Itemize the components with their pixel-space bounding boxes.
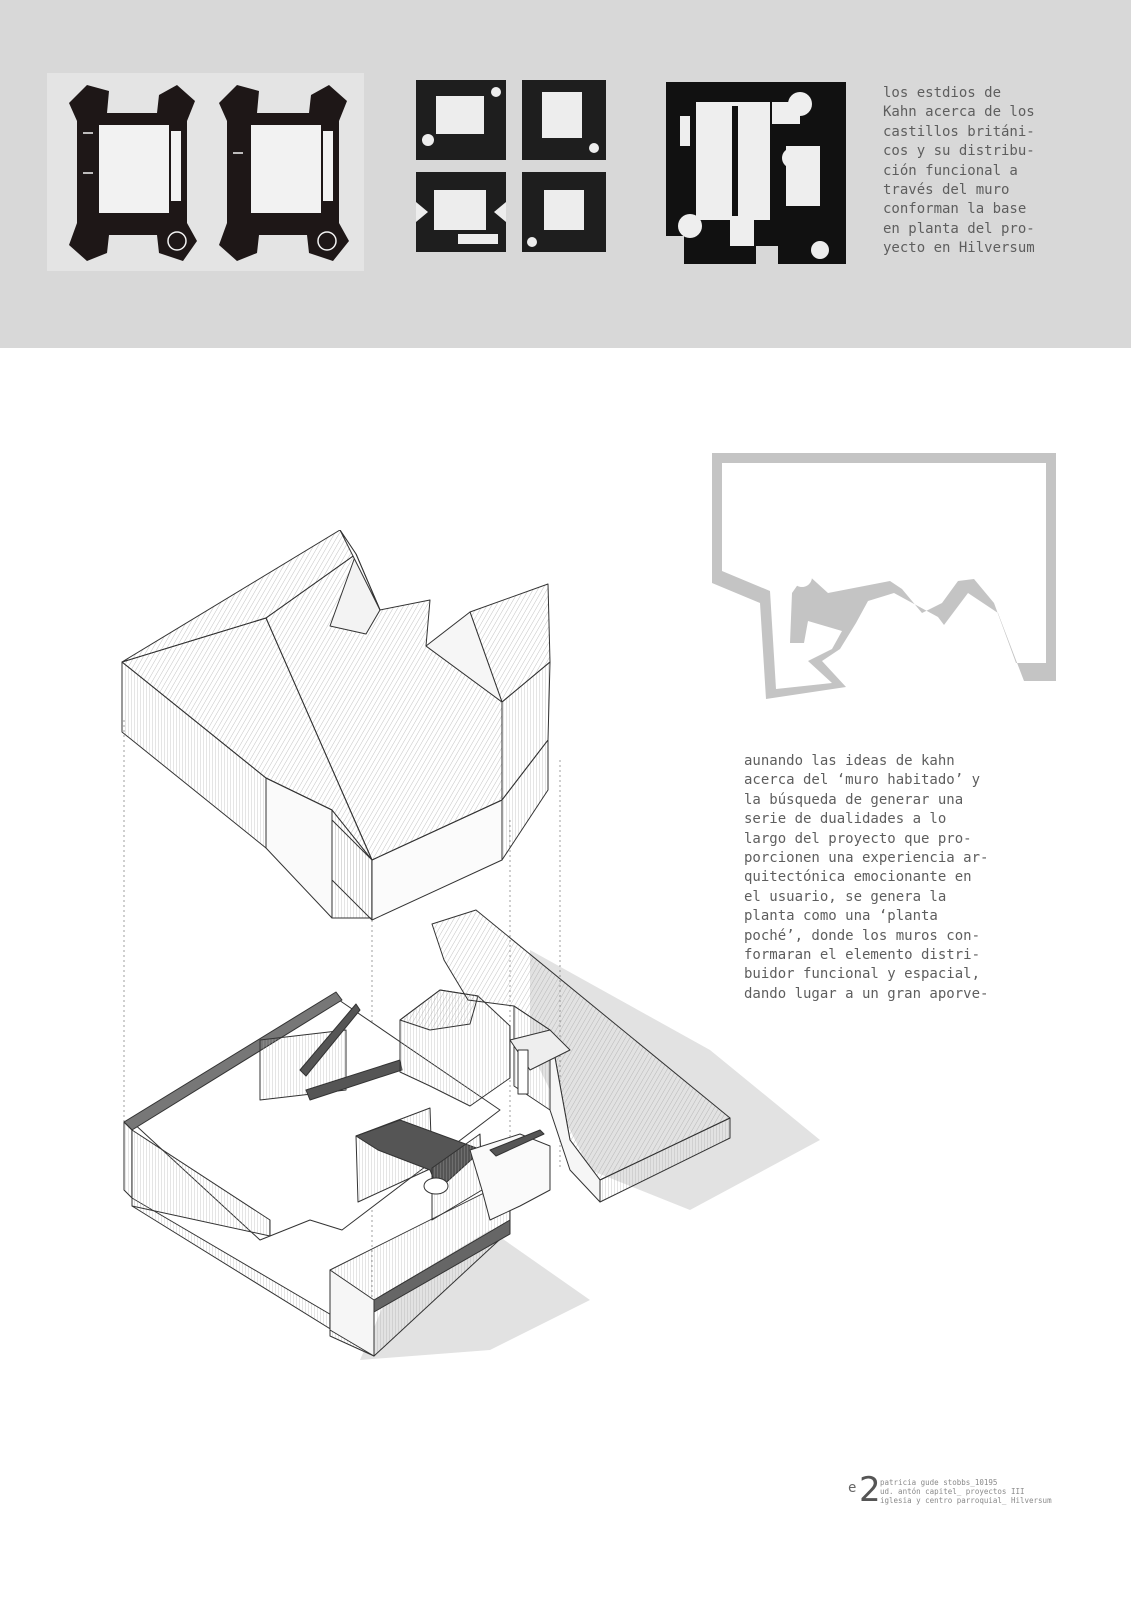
credit-line-project: iglesia y centro parroquial_ Hilversum (880, 1496, 1052, 1505)
intro-paragraph: los estdios de Kahn acerca de los castillos británi- cos y su distribu- ción funcional a través del muro conforman la base en planta del pro- yecto en Hilversum (883, 85, 1035, 257)
body-paragraph: aunando las ideas de kahn acerca del ‘muro habitado’ y la búsqueda de generar una serie de dualidades a lo largo del proyecto que pro- porcionen una experiencia ar- quitectónica emocionante en el usuario, se genera la planta como una ‘planta poché’, donde los muros con- formaran el elemento distri- buidor funcional y espacial, dando lugar a un gran aporve- (744, 753, 989, 1002)
exploded-axonometric-drawing (110, 530, 830, 1394)
castle-plan-large-image (660, 76, 852, 274)
castle-plan-grid-image (414, 78, 606, 254)
credit-line-author: patricia gude stobbs_10195 (880, 1478, 998, 1487)
page-letter: e (848, 1480, 857, 1496)
credits-block (880, 1478, 1052, 1505)
page-number: 2 (859, 1470, 881, 1510)
castle-plan-pair-image (47, 73, 364, 271)
credit-line-course: ud. antón capitel_ proyectos III (880, 1487, 1025, 1496)
